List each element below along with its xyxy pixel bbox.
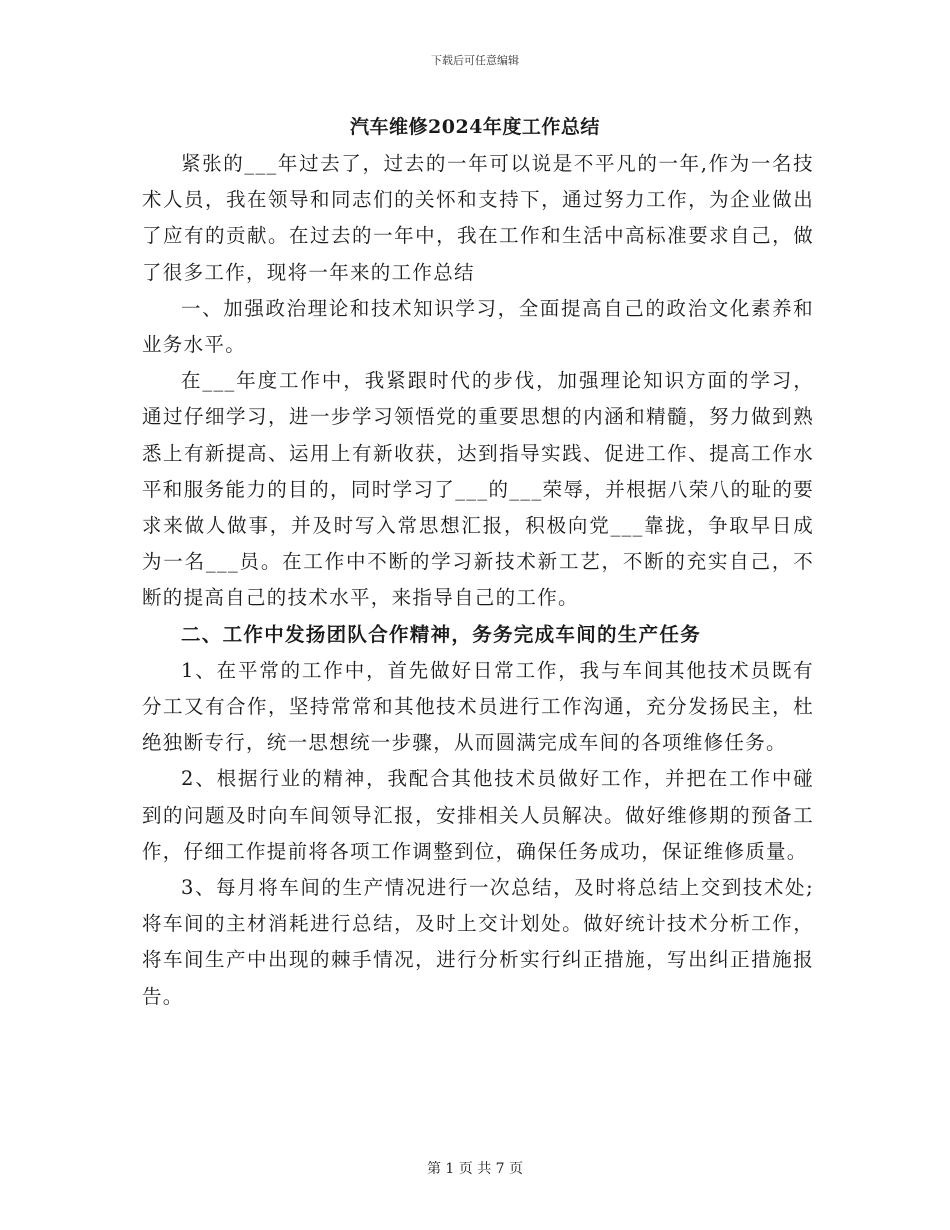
- paragraph-item-1: 1、在平常的工作中，首先做好日常工作，我与车间其他技术员既有分工又有合作，坚持常常和其他技术员进行工作沟通，充分发扬民主，杜绝独断专行，统一思想统一步骤，从而圆满完成车间的各项维修任务。: [142, 658, 814, 755]
- page-footer: 第 1 页 共 7 页: [426, 1161, 524, 1177]
- section-heading-1: 一、加强政治理论和技术知识学习，全面提高自己的政治文化素养和业务水平。: [142, 296, 814, 357]
- section-heading-2: 二、工作中发扬团队合作精神，务务完成车间的生产任务: [181, 622, 702, 646]
- paragraph-item-3: 3、每月将车间的生产情况进行一次总结，及时将总结上交到技术处;将车间的主材消耗进行总结，及时上交计划处。做好统计技术分析工作，将车间生产中出现的棘手情况，进行分析实行纠正措施，写出纠正措施报告。: [142, 876, 814, 1008]
- paragraph-study: 在___年度工作中，我紧跟时代的步伐，加强理论知识方面的学习，通过仔细学习，进一步学习领悟党的重要思想的内涵和精髓，努力做到熟悉上有新提高、运用上有新收获，达到指导实践、促进工作、提高工作水平和服务能力的目的，同时学习了___的___荣辱，并根据八荣八的耻的要求来做人做事，并及时写入常思想汇报，积极向党___靠拢，争取早日成为一名___员。在工作中不断的学习新技术新工艺，不断的充实自己，不断的提高自己的技术水平，来指导自己的工作。: [142, 369, 814, 610]
- document-title: 汽车维修2024年度工作总结: [350, 116, 600, 138]
- paragraph-item-2: 2、根据行业的精神，我配合其他技术员做好工作，并把在工作中碰到的问题及时向车间领导汇报，安排相关人员解决。做好维修期的预备工作，仔细工作提前将各项工作调整到位，确保任务成功，保证维修质量。: [142, 767, 814, 863]
- paragraph-intro: 紧张的___年过去了，过去的一年可以说是不平凡的一年,作为一名技术人员，我在领导和同志们的关怀和支持下，通过努力工作，为企业做出了应有的贡献。在过去的一年中，我在工作和生活中高标准要求自己，做了很多工作，现将一年来的工作总结: [142, 152, 814, 284]
- header-note: 下载后可任意编辑: [431, 54, 519, 67]
- document-body: [142, 146, 814, 1015]
